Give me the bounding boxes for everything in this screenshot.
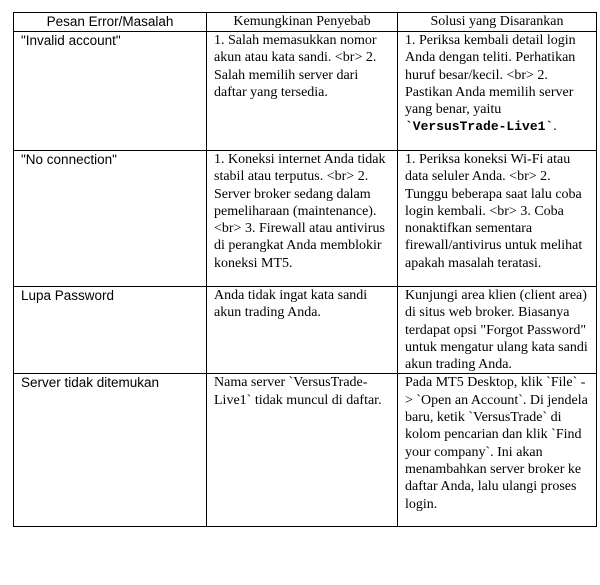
header-error: Pesan Error/Masalah — [14, 13, 207, 32]
cell-error: "Invalid account" — [14, 32, 207, 151]
cell-solution: Kunjungi area klien (client area) di situs web broker. Biasanya terdapat opsi "Forgot Password" untuk mengatur ulang kata sandi akun trading Anda. — [398, 287, 597, 374]
cell-solution — [398, 32, 597, 151]
header-solution: Solusi yang Disarankan — [398, 13, 597, 32]
troubleshooting-table — [13, 12, 597, 527]
solution-text: 1. Periksa kembali detail login Anda dengan teliti. Perhatikan huruf besar/kecil. <br> 2. Pastikan Anda memilih server yang benar, yaitu — [405, 33, 576, 118]
cell-cause: 1. Salah memasukkan nomor akun atau kata sandi. <br> 2. Salah memilih server dari daftar yang tersedia. — [207, 32, 398, 151]
cell-cause: Anda tidak ingat kata sandi akun trading Anda. — [207, 287, 398, 374]
cell-error: Server tidak ditemukan — [14, 374, 207, 527]
cell-cause: Nama server `VersusTrade-Live1` tidak muncul di daftar. — [207, 374, 398, 527]
solution-text-end: . — [553, 119, 557, 135]
cell-error: Lupa Password — [14, 287, 207, 374]
cell-solution: Pada MT5 Desktop, klik `File` -> `Open an Account`. Di jendela baru, ketik `VersusTrade` di kolom pencarian dan klik `Find your company`. Ini akan menambahkan server broker ke daftar Anda, lalu ulangi proses login. — [398, 374, 597, 527]
table-row — [14, 287, 597, 374]
table-row — [14, 374, 597, 527]
cell-solution: 1. Periksa koneksi Wi-Fi atau data seluler Anda. <br> 2. Tunggu beberapa saat lalu coba login kembali. <br> 3. Coba nonaktifkan sementara firewall/antivirus untuk melihat apakah masalah teratasi. — [398, 151, 597, 287]
header-row — [14, 13, 597, 32]
header-cause: Kemungkinan Penyebab — [207, 13, 398, 32]
table-row — [14, 151, 597, 287]
cell-cause: 1. Koneksi internet Anda tidak stabil atau terputus. <br> 2. Server broker sedang dalam pemeliharaan (maintenance). <br> 3. Firewall atau antivirus di perangkat Anda memblokir koneksi MT5. — [207, 151, 398, 287]
cell-error: "No connection" — [14, 151, 207, 287]
table-row — [14, 32, 597, 151]
server-name-strong: `VersusTrade-Live1` — [405, 119, 554, 135]
